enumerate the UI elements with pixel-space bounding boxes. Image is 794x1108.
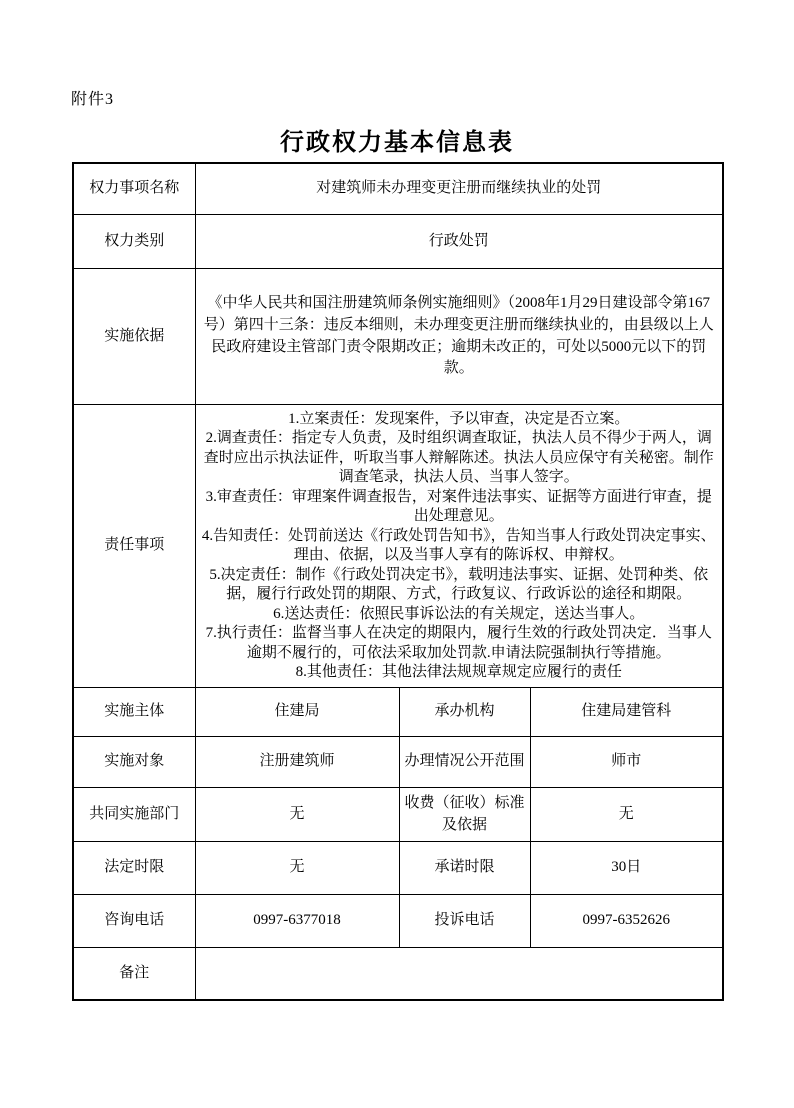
disclosure-scope-value: 师市 — [530, 737, 723, 788]
implementer-value: 住建局 — [195, 688, 399, 737]
target-value: 注册建筑师 — [195, 737, 399, 788]
item-name-label: 权力事项名称 — [73, 163, 195, 215]
duty-item-7: 7.执行责任：监督当事人在决定的期限内，履行生效的行政处罚决定．当事人逾期不履行的，可依法采取加处罚款.申请法院强制执行等措施。 — [205, 625, 712, 661]
duty-item-6: 6.送达责任：依照民事诉讼法的有关规定，送达当事人。 — [273, 605, 645, 622]
implementer-label: 实施主体 — [73, 688, 195, 737]
joint-dept-label: 共同实施部门 — [73, 788, 195, 842]
row-joint-dept — [73, 788, 723, 842]
duty-item-5: 5.决定责任：制作《行政处罚决定书》，载明违法事实、证据、处罚种类、依据，履行行政处罚的期限、方式，行政复议、行政诉讼的途径和期限。 — [209, 566, 709, 602]
row-time-limit — [73, 842, 723, 895]
row-duties — [73, 405, 723, 688]
item-name-value: 对建筑师未办理变更注册而继续执业的处罚 — [195, 163, 723, 215]
legal-time-limit-label: 法定时限 — [73, 842, 195, 895]
admin-power-info-table — [72, 162, 724, 1001]
basis-label: 实施依据 — [73, 269, 195, 405]
duty-item-8: 8.其他责任：其他法律法规规章规定应履行的责任 — [295, 664, 622, 680]
row-basis — [73, 269, 723, 405]
joint-dept-value: 无 — [195, 788, 399, 842]
row-power-type — [73, 215, 723, 269]
duty-item-1: 1.立案责任：发现案件，予以审查，决定是否立案。 — [288, 410, 630, 427]
inquiry-phone-label: 咨询电话 — [73, 895, 195, 948]
duty-item-4: 4.告知责任：处罚前送达《行政处罚告知书》，告知当事人行政处罚决定事实、理由、依据，以及当事人享有的陈诉权、申辩权。 — [201, 527, 716, 563]
page-title: 行政权力基本信息表 — [280, 130, 514, 156]
attachment-label: 附件3 — [71, 91, 115, 108]
row-phone — [73, 895, 723, 948]
fee-standard-value: 无 — [530, 788, 723, 842]
power-type-value: 行政处罚 — [195, 215, 723, 269]
duty-item-3: 3.审查责任：审理案件调查报告，对案件违法事实、证据等方面进行审查，提出处理意见。 — [205, 488, 712, 524]
complaint-phone-label: 投诉电话 — [399, 895, 530, 948]
remark-value — [195, 948, 723, 1001]
remark-label: 备注 — [73, 948, 195, 1001]
target-label: 实施对象 — [73, 737, 195, 788]
promised-time-limit-value: 30日 — [530, 842, 723, 895]
complaint-phone-value: 0997-6352626 — [530, 895, 723, 948]
duty-item-2: 2.调查责任：指定专人负责，及时组织调查取证，执法人员不得少于两人，调查时应出示执法证件，听取当事人辩解陈述。执法人员应保守有关秘密。制作调查笔录，执法人员、当事人签字。 — [203, 430, 714, 485]
row-target — [73, 737, 723, 788]
basis-value: 《中华人民共和国注册建筑师条例实施细则》（2008年1月29日建设部令第167号）第四十三条：违反本细则，未办理变更注册而继续执业的，由县级以上人民政府建设主管部门责令限期改正；逾期未改正的，可处以5000元以下的罚款。 — [195, 269, 723, 405]
row-item-name — [73, 163, 723, 215]
handling-org-label: 承办机构 — [399, 688, 530, 737]
power-type-label: 权力类别 — [73, 215, 195, 269]
disclosure-scope-label: 办理情况公开范围 — [399, 737, 530, 788]
duties-label: 责任事项 — [73, 405, 195, 688]
duties-value — [195, 405, 723, 688]
row-remark — [73, 948, 723, 1001]
inquiry-phone-value: 0997-6377018 — [195, 895, 399, 948]
handling-org-value: 住建局建管科 — [530, 688, 723, 737]
promised-time-limit-label: 承诺时限 — [399, 842, 530, 895]
row-implementer — [73, 688, 723, 737]
fee-standard-label: 收费（征收）标准及依据 — [399, 788, 530, 842]
legal-time-limit-value: 无 — [195, 842, 399, 895]
